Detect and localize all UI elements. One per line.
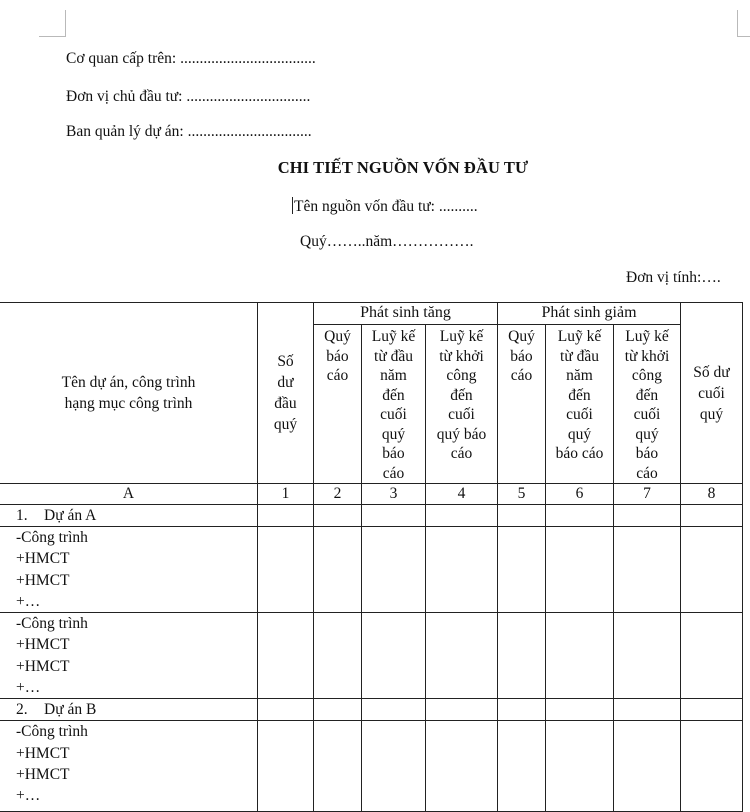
work-item: +HMCT	[16, 765, 70, 783]
value-cell[interactable]	[314, 613, 362, 699]
value-cell[interactable]	[498, 613, 546, 699]
field-superior-agency[interactable]: Cơ quan cấp trên: ...................................	[66, 50, 316, 67]
header-line: cáo	[326, 367, 349, 384]
header-closing-balance	[681, 303, 743, 484]
value-cell[interactable]	[614, 527, 681, 613]
header-line: Quý	[508, 328, 535, 345]
index-cell: 7	[614, 484, 681, 505]
index-cell: 1	[258, 484, 314, 505]
page-corner-mark-right	[737, 10, 750, 37]
value-cell[interactable]	[426, 721, 498, 812]
value-cell[interactable]	[546, 527, 614, 613]
header-increase-group: Phát sinh tăng	[314, 303, 498, 325]
index-cell: 6	[546, 484, 614, 505]
work-item: +HMCT	[16, 636, 70, 654]
value-cell[interactable]	[362, 505, 426, 527]
header-line: đến	[382, 386, 405, 404]
project-name: Dự án A	[44, 507, 97, 524]
field-source-name[interactable]	[292, 197, 478, 216]
header-line: Số	[277, 353, 294, 370]
header-line: Luỹ kế	[557, 328, 602, 345]
work-items-cell[interactable]	[0, 613, 258, 699]
header-increase-since-start	[426, 325, 498, 484]
header-increase-quarter	[314, 325, 362, 484]
header-line: Luỹ kế	[371, 328, 416, 345]
index-cell: 5	[498, 484, 546, 505]
header-line: năm	[566, 367, 593, 384]
value-cell[interactable]	[426, 699, 498, 721]
header-line: cuối	[633, 406, 661, 423]
header-line: Số dư	[693, 363, 730, 381]
header-line: cuối	[448, 406, 475, 423]
value-cell[interactable]	[681, 527, 743, 613]
work-item: -Công trình	[16, 529, 88, 546]
project-number: 2.	[16, 701, 28, 719]
header-line: báo	[635, 445, 659, 462]
field-unit[interactable]: Đơn vị tính:….	[626, 269, 721, 286]
header-line: từ khởi	[439, 347, 484, 365]
header-line: công	[631, 367, 663, 384]
project-number: 1.	[16, 507, 28, 524]
header-line: đến	[568, 386, 591, 404]
work-items-cell[interactable]	[0, 721, 258, 812]
header-line: quý	[699, 405, 724, 423]
index-cell: 3	[362, 484, 426, 505]
header-line: cuối	[566, 406, 593, 423]
header-line: Luỹ kế	[439, 328, 484, 345]
work-item: +…	[16, 592, 41, 610]
header-line: Luỹ kế	[625, 328, 669, 345]
value-cell[interactable]	[258, 613, 314, 699]
value-cell[interactable]	[258, 527, 314, 613]
header-decrease-group: Phát sinh giảm	[498, 303, 681, 325]
header-line: cáo	[382, 464, 405, 482]
work-item: +HMCT	[16, 550, 70, 568]
header-line: đến	[450, 386, 473, 404]
project-name: Dự án B	[44, 701, 97, 719]
work-item: +HMCT	[16, 657, 70, 675]
header-line: cuối	[380, 406, 407, 423]
header-line: báo	[382, 445, 405, 462]
header-line: quý	[381, 425, 406, 443]
header-line: từ đầu	[560, 347, 599, 365]
header-line: Quý	[324, 328, 351, 345]
table-row-work-group	[0, 527, 743, 613]
value-cell[interactable]	[362, 699, 426, 721]
header-increase-ytd	[362, 325, 426, 484]
header-line: từ khởi	[624, 347, 670, 365]
index-cell: 2	[314, 484, 362, 505]
value-cell[interactable]	[426, 527, 498, 613]
header-line: quý báo	[436, 425, 487, 443]
header-line: quý	[273, 416, 298, 433]
header-decrease-quarter	[498, 325, 546, 484]
index-row	[0, 484, 743, 505]
header-line: dư	[277, 374, 294, 391]
value-cell[interactable]	[426, 613, 498, 699]
header-line: quý	[635, 425, 659, 443]
value-cell[interactable]	[681, 721, 743, 812]
value-cell[interactable]	[314, 505, 362, 527]
work-item: +HMCT	[16, 744, 70, 762]
header-line: hạng mục công trình	[64, 395, 193, 412]
value-cell[interactable]	[258, 699, 314, 721]
value-cell[interactable]	[614, 699, 681, 721]
index-cell: 8	[681, 484, 743, 505]
value-cell[interactable]	[498, 699, 546, 721]
value-cell[interactable]	[546, 699, 614, 721]
index-cell: A	[0, 484, 258, 505]
header-decrease-since-start	[614, 325, 681, 484]
page-corner-mark-left	[39, 10, 66, 37]
header-line: cáo	[510, 367, 533, 384]
work-item: +…	[16, 679, 41, 697]
header-line: đến	[635, 386, 659, 404]
document-title: CHI TIẾT NGUỒN VỐN ĐẦU TƯ	[277, 158, 529, 177]
value-cell[interactable]	[314, 527, 362, 613]
value-cell[interactable]	[258, 505, 314, 527]
funding-detail-table	[0, 302, 743, 812]
project-name-cell[interactable]	[0, 505, 258, 527]
header-opening-balance	[258, 303, 314, 484]
value-cell[interactable]	[258, 721, 314, 812]
value-cell[interactable]	[314, 721, 362, 812]
field-investor[interactable]: Đơn vị chủ đầu tư: ................................	[66, 88, 311, 105]
value-cell[interactable]	[614, 505, 681, 527]
header-decrease-ytd	[546, 325, 614, 484]
header-line: cuối	[698, 384, 725, 402]
value-cell[interactable]	[546, 721, 614, 812]
header-line: Tên dự án, công trình	[61, 374, 196, 391]
value-cell[interactable]	[498, 505, 546, 527]
value-cell[interactable]	[498, 527, 546, 613]
header-line: cáo	[636, 464, 658, 482]
header-line: báo	[326, 347, 349, 365]
header-line: công	[446, 367, 477, 384]
work-item: -Công trình	[16, 615, 88, 633]
field-period[interactable]: Quý……..năm…………….	[300, 233, 474, 250]
text-cursor	[292, 197, 293, 214]
value-cell[interactable]	[614, 721, 681, 812]
table-row-work-group	[0, 721, 743, 812]
table-row-project-b	[0, 699, 743, 721]
work-item: +HMCT	[16, 571, 70, 589]
value-cell[interactable]	[362, 721, 426, 812]
header-line: đầu	[274, 395, 297, 412]
header-line: năm	[380, 367, 407, 384]
table-row-project-a	[0, 505, 743, 527]
value-cell[interactable]	[546, 505, 614, 527]
value-cell[interactable]	[498, 721, 546, 812]
project-name-cell[interactable]	[0, 699, 258, 721]
index-cell: 4	[426, 484, 498, 505]
value-cell[interactable]	[681, 505, 743, 527]
value-cell[interactable]	[546, 613, 614, 699]
value-cell[interactable]	[614, 613, 681, 699]
work-items-cell[interactable]	[0, 527, 258, 613]
field-project-management[interactable]: Ban quản lý dự án: ................................	[66, 123, 312, 140]
header-line: từ đầu	[374, 347, 413, 365]
value-cell[interactable]	[362, 527, 426, 613]
work-item: +…	[16, 787, 41, 805]
header-line: báo	[510, 347, 533, 365]
table-row-work-group	[0, 613, 743, 699]
value-cell[interactable]	[426, 505, 498, 527]
header-line: báo cáo	[555, 445, 604, 462]
value-cell[interactable]	[362, 613, 426, 699]
source-name-text: Tên nguồn vốn đầu tư: ..........	[294, 198, 478, 215]
work-item: -Công trình	[16, 723, 88, 741]
header-line: cáo	[450, 445, 473, 462]
value-cell[interactable]	[681, 613, 743, 699]
header-line: quý	[567, 425, 592, 443]
value-cell[interactable]	[314, 699, 362, 721]
value-cell[interactable]	[681, 699, 743, 721]
header-project-name	[0, 303, 258, 484]
